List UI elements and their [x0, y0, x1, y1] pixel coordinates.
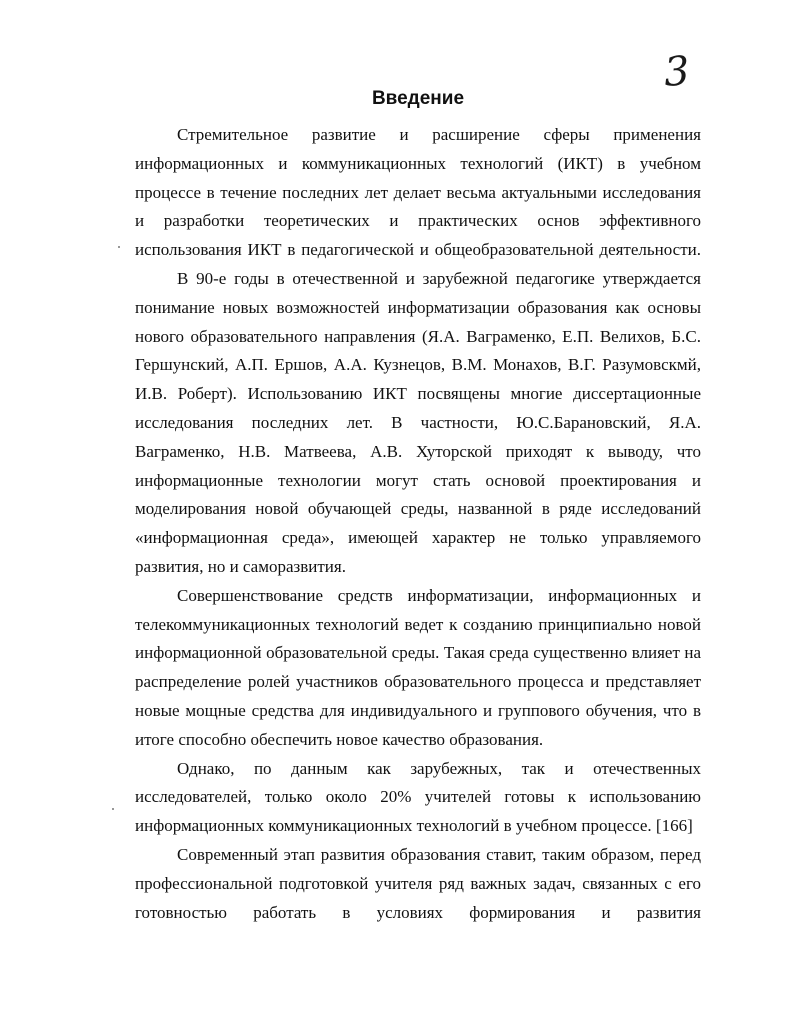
section-title: Введение: [371, 88, 465, 109]
handwritten-page-number: 3: [662, 48, 692, 96]
paragraph: Современный этап развития образования ставит, таким образом, перед профессиональной подготовкой учителя ряд важных задач, связанных с его готовностью работать в условиях формирования и развития: [135, 844, 701, 922]
paragraph: Стремительное развитие и расширение сферы применения информационных и коммуникационных технологий (ИКТ) в учебном процессе в течение последних лет делает весьма актуальными исследования и разработки теоретических и практических основ эффективного использования ИКТ в педагогической и общеобразовательной деятельности.: [135, 125, 701, 260]
paragraph: Однако, по данным как зарубежных, так и отечественных исследователей, только около 20% учителей готовы к использованию информационных коммуникационных технологий в учебном процессе. [166]: [135, 758, 701, 836]
paragraph: Совершенствование средств информатизации, информационных и телекоммуникационных технологий ведет к созданию принципиально новой информационной образовательной среды. Такая среда существенно влияет на распределение ролей участников образовательного процесса и представляет новые мощные средства для индивидуального и группового обучения, что в итоге способно обеспечить новое качество образования.: [135, 585, 701, 749]
scan-speck: [112, 808, 114, 810]
paragraph: В 90-е годы в отечественной и зарубежной педагогике утверждается понимание новых возможностей информатизации образования как основы нового образовательного направления (Я.А. Ваграменко, Е.П. Велихов, Б.С. Гершунский, А.П. Ершов, А.А. Кузнецов, В.М. Монахов, В.Г. Разумовскмй, И.В. Роберт). Использованию ИКТ посвящены многие диссертационные исследования последних лет. В частности, Ю.С.Барановский, Я.А. Ваграменко, Н.В. Матвеева, А.В. Хуторской приходят к выводу, что информационные технологии могут стать основой проектирования и моделирования новой обучающей среды, названной в ряде исследований «информационная среда», имеющей характер не только управляемого развития, но и саморазвития.: [135, 268, 701, 576]
body-text: [135, 121, 701, 927]
scan-speck: [118, 246, 120, 248]
